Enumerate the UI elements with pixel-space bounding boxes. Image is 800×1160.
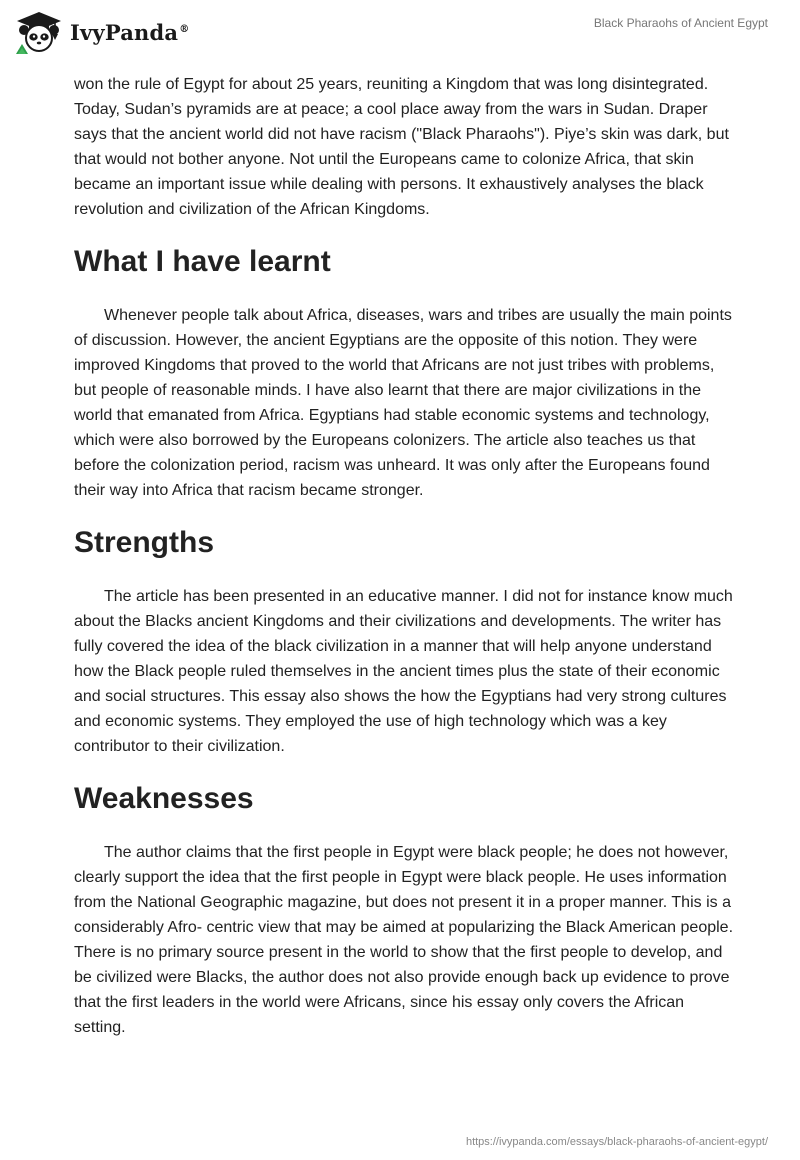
section-paragraph-learnt: Whenever people talk about Africa, diseases, wars and tribes are usually the main points of discussion. However, the ancient Egyptians are the opposite of this notion. They were improved Kingdoms that proved to the world that Africans are not just tribes with problems, but people of reasonable minds. I have also learnt that there are major civilizations in the world that emanated from Africa. Egyptians had stable economic systems and technology, which were also borrowed by the Europeans colonizers. The article also teaches us that before the colonization period, racism was unheard. It was only after the Europeans found their way into Africa that racism became stronger. [74, 307, 732, 499]
intro-paragraph: won the rule of Egypt for about 25 years, reuniting a Kingdom that was long disintegrated. Today, Sudan’s pyramids are at peace; a cool place away from the wars in Sudan. Draper says that the ancient world did not have racism ("Black Pharaohs"). Piye’s skin was dark, but that would not bother anyone. Not until the Europeans came to colonize Africa, that skin became an important issue while dealing with persons. It exhaustively analyses the black revolution and civilization of the African Kingdoms. [74, 76, 729, 218]
section-heading-strengths: Strengths [74, 526, 215, 559]
essay-body [74, 72, 734, 1040]
section-paragraph-weaknesses: The author claims that the first people in Egypt were black people; he does not however, clearly support the idea that the first people in Egypt were black people. He uses information from the National Geographic magazine, but does not present it in a proper manner. This is a considerably Afro- centric view that may be aimed at popularizing the Black American people. There is no primary source present in the world to show that the first people to develop, and be civilized were Blacks, the author does not also provide enough back up evidence to prove that the first leaders in the world were Africans, since his essay only covers the African setting. [74, 844, 734, 1036]
document-title: Black Pharaohs of Ancient Egypt [593, 16, 768, 30]
brand-logo[interactable] [14, 10, 189, 54]
section-heading-learnt: What I have learnt [74, 245, 331, 278]
source-url[interactable]: https://ivypanda.com/essays/black-pharaohs-of-ancient-egypt/ [465, 1136, 768, 1148]
registered-mark: ® [179, 23, 190, 35]
page-header [0, 0, 800, 70]
section-heading-weaknesses: Weaknesses [74, 782, 254, 815]
section-paragraph-strengths: The article has been presented in an educative manner. I did not for instance know much about the Blacks ancient Kingdoms and their civilizations and developments. The writer has fully covered the idea of the black civilization in a manner that will help anyone understand how the Black people ruled themselves in the ancient times plus the state of their economic and social structures. This essay also shows the how the Egyptians had very strong cultures and economic systems. They employed the use of high technology which was a key contributor to their civilization. [74, 588, 733, 755]
panda-graduate-icon [14, 10, 64, 54]
brand-name: IvyPanda® [70, 19, 190, 45]
